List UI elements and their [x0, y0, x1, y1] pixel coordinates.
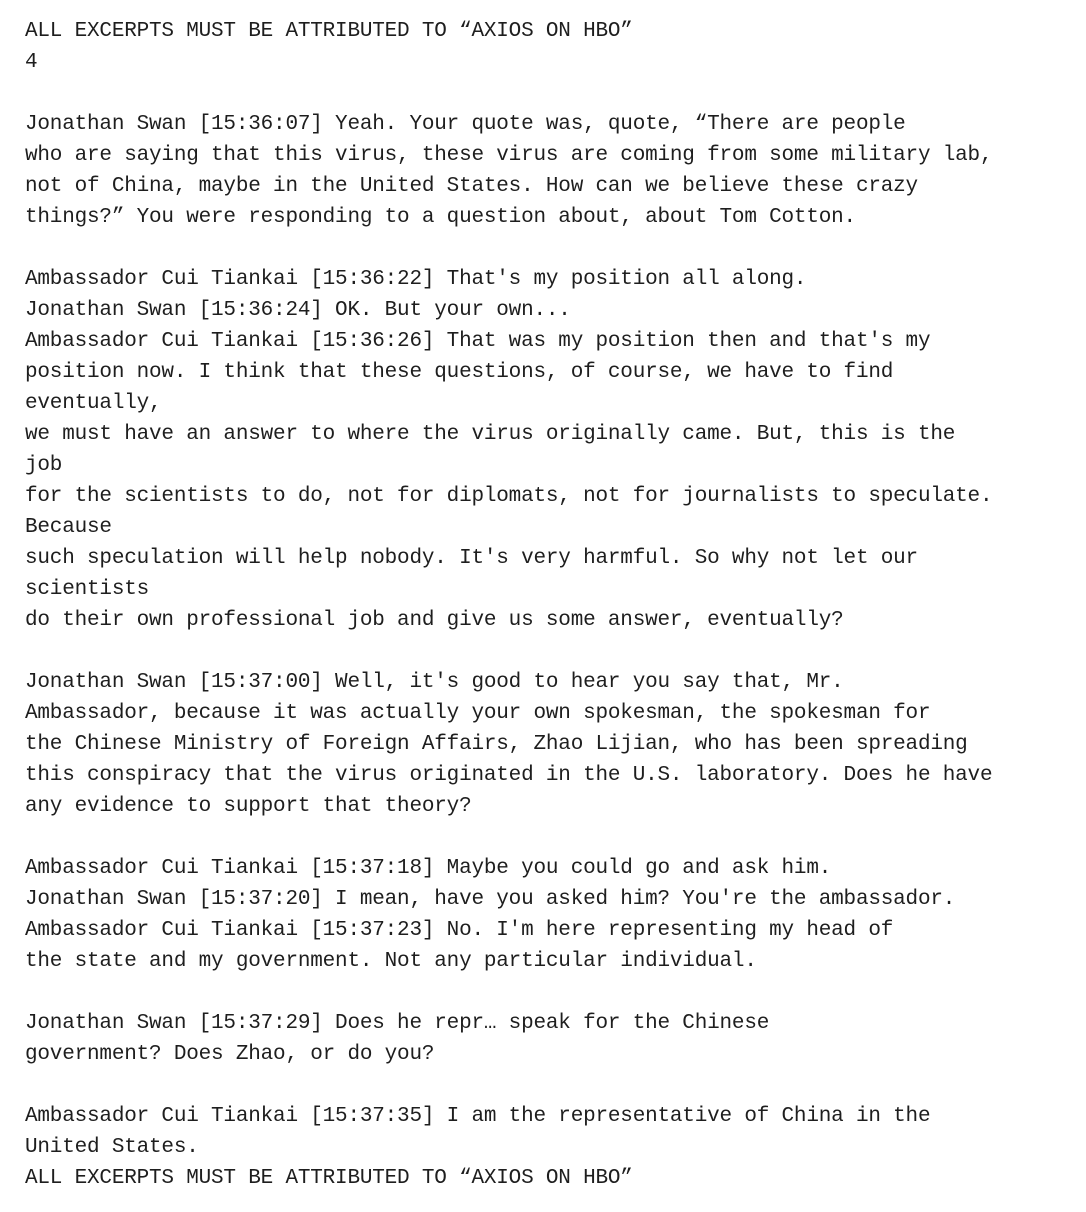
transcript-line: Ambassador Cui Tiankai [15:37:18] Maybe you could go and ask him.	[25, 857, 832, 880]
transcript-paragraph	[25, 264, 1080, 636]
transcript-page	[25, 16, 1080, 1194]
transcript-line: Because	[25, 516, 112, 539]
transcript-line: Jonathan Swan [15:36:07] Yeah. Your quote was, quote, “There are people	[25, 113, 906, 136]
transcript-line: not of China, maybe in the United States. How can we believe these crazy	[25, 175, 918, 198]
transcript-line: scientists	[25, 578, 150, 601]
paragraph-spacer	[25, 78, 1080, 109]
transcript-line: such speculation will help nobody. It's very harmful. So why not let our	[25, 547, 918, 570]
transcript-line: the Chinese Ministry of Foreign Affairs, Zhao Lijian, who has been spreading	[25, 733, 968, 756]
transcript-line: Ambassador Cui Tiankai [15:36:22] That's my position all along.	[25, 268, 807, 291]
transcript-paragraph	[25, 109, 1080, 233]
transcript-line: things?” You were responding to a question about, about Tom Cotton.	[25, 206, 856, 229]
transcript-line: government? Does Zhao, or do you?	[25, 1043, 435, 1066]
transcript-line: United States.	[25, 1136, 199, 1159]
paragraph-spacer	[25, 636, 1080, 667]
header-attribution: ALL EXCERPTS MUST BE ATTRIBUTED TO “AXIOS ON HBO”	[25, 20, 633, 43]
transcript-line: job	[25, 454, 63, 477]
transcript-line: position now. I think that these questions, of course, we have to find	[25, 361, 894, 384]
transcript-line: Jonathan Swan [15:36:24] OK. But your own...	[25, 299, 571, 322]
footer-attribution: ALL EXCERPTS MUST BE ATTRIBUTED TO “AXIOS ON HBO”	[25, 1167, 633, 1190]
paragraph-spacer	[25, 233, 1080, 264]
paragraph-spacer	[25, 977, 1080, 1008]
paragraph-spacer	[25, 822, 1080, 853]
transcript-line: Ambassador Cui Tiankai [15:37:23] No. I'm here representing my head of	[25, 919, 894, 942]
transcript-line: Jonathan Swan [15:37:29] Does he repr… speak for the Chinese	[25, 1012, 770, 1035]
transcript-line: eventually,	[25, 392, 162, 415]
transcript-line: Ambassador Cui Tiankai [15:36:26] That was my position then and that's my	[25, 330, 931, 353]
transcript-line: Jonathan Swan [15:37:20] I mean, have you asked him? You're the ambassador.	[25, 888, 956, 911]
transcript-line: any evidence to support that theory?	[25, 795, 472, 818]
page-number: 4	[25, 51, 38, 74]
transcript-line: Ambassador Cui Tiankai [15:37:35] I am the representative of China in the	[25, 1105, 931, 1128]
transcript-line: Jonathan Swan [15:37:00] Well, it's good to hear you say that, Mr.	[25, 671, 844, 694]
transcript-line: who are saying that this virus, these virus are coming from some military lab,	[25, 144, 993, 167]
transcript-line: do their own professional job and give us some answer, eventually?	[25, 609, 844, 632]
transcript-line: the state and my government. Not any particular individual.	[25, 950, 757, 973]
transcript-line: for the scientists to do, not for diplomats, not for journalists to speculate.	[25, 485, 993, 508]
transcript-paragraph	[25, 667, 1080, 822]
transcript-paragraph	[25, 853, 1080, 977]
transcript-paragraph	[25, 1008, 1080, 1070]
transcript-body	[25, 78, 1080, 1163]
transcript-line: this conspiracy that the virus originated in the U.S. laboratory. Does he have	[25, 764, 993, 787]
transcript-line: we must have an answer to where the virus originally came. But, this is the	[25, 423, 956, 446]
paragraph-spacer	[25, 1070, 1080, 1101]
transcript-paragraph	[25, 1101, 1080, 1163]
transcript-line: Ambassador, because it was actually your own spokesman, the spokesman for	[25, 702, 931, 725]
